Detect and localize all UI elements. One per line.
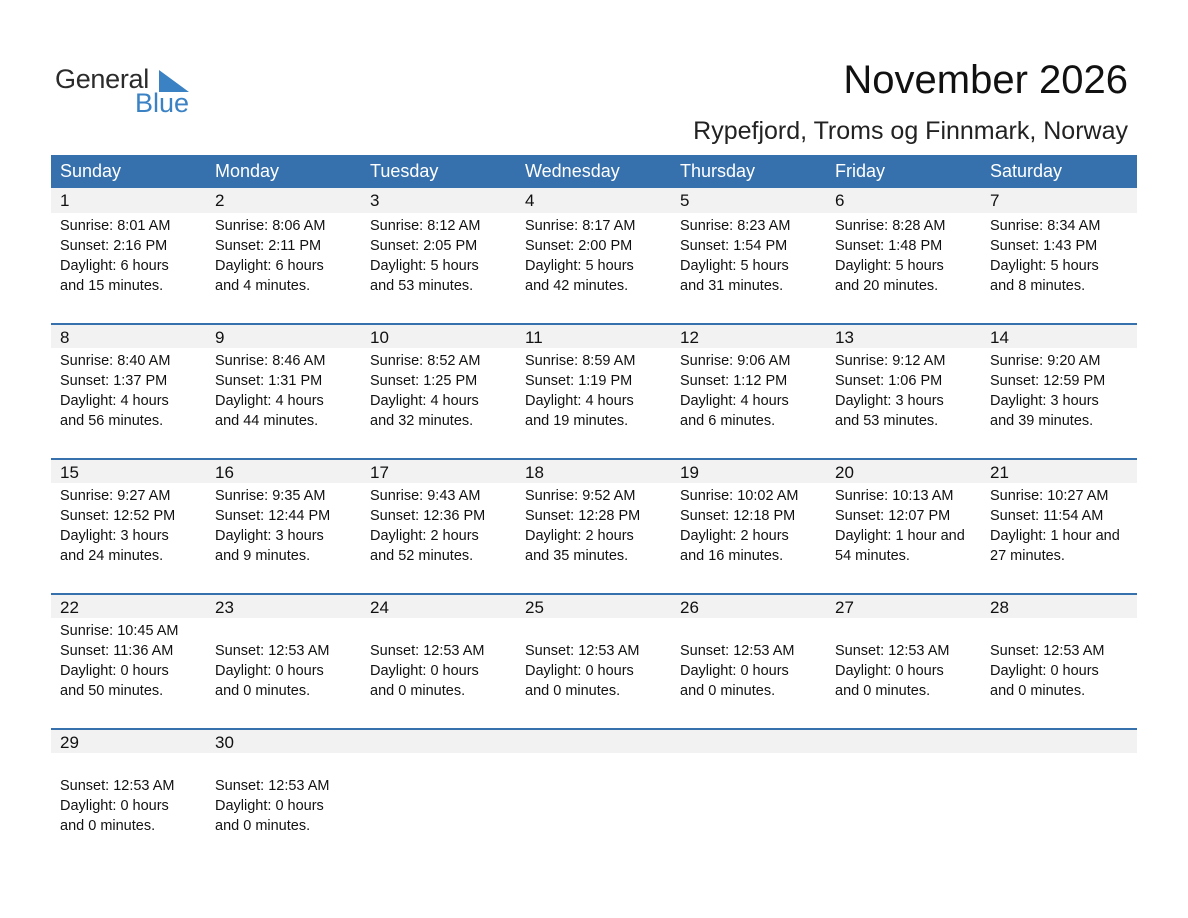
daylight-text: Daylight: 5 hours bbox=[525, 258, 634, 274]
date-number: 2 bbox=[215, 191, 225, 210]
date-number: 21 bbox=[990, 463, 1009, 482]
sunrise-text bbox=[990, 756, 1136, 776]
sunset-text: Sunset: 1:06 PM bbox=[835, 373, 943, 389]
day-cell bbox=[671, 618, 826, 701]
sunrise-text bbox=[60, 756, 206, 776]
daylight-text: Daylight: 0 hours bbox=[60, 798, 169, 814]
sunset-text: Sunset: 2:11 PM bbox=[215, 238, 322, 254]
calendar bbox=[51, 155, 1137, 863]
daylight-minutes-text: and 0 minutes. bbox=[680, 683, 776, 699]
daylight-text: Daylight: 3 hours bbox=[60, 528, 169, 544]
date-number: 13 bbox=[835, 328, 854, 347]
date-number: 29 bbox=[60, 733, 79, 752]
sunrise-text bbox=[680, 621, 826, 641]
daylight-minutes-text: 54 minutes. bbox=[835, 548, 910, 564]
sunrise-text: Sunrise: 9:35 AM bbox=[215, 488, 326, 504]
day-cell bbox=[206, 483, 361, 566]
daylight-text: Daylight: 0 hours bbox=[215, 798, 324, 814]
date-number: 7 bbox=[990, 191, 1000, 210]
sunset-text: Sunset: 12:53 AM bbox=[215, 643, 330, 659]
sunset-text: Sunset: 12:53 AM bbox=[680, 643, 795, 659]
date-number-band bbox=[51, 323, 1137, 348]
daylight-text: Daylight: 4 hours bbox=[680, 393, 789, 409]
sunrise-text bbox=[525, 621, 671, 641]
sunrise-text: Sunrise: 10:27 AM bbox=[990, 488, 1109, 504]
day-cell bbox=[206, 753, 361, 836]
daylight-minutes-text: and 0 minutes. bbox=[215, 818, 311, 834]
day-cell bbox=[361, 483, 516, 566]
daylight-text: Daylight: 0 hours bbox=[680, 663, 789, 679]
sunset-text: Sunset: 12:44 PM bbox=[215, 508, 331, 524]
day-cell bbox=[516, 348, 671, 431]
sunset-text bbox=[835, 776, 981, 796]
daylight-text bbox=[990, 796, 1136, 816]
date-number: 15 bbox=[60, 463, 79, 482]
daylight-text: Daylight: 3 hours bbox=[990, 393, 1099, 409]
daylight-text: Daylight: 0 hours bbox=[60, 663, 169, 679]
sunset-text: Sunset: 1:25 PM bbox=[370, 373, 478, 389]
date-number: 3 bbox=[370, 191, 380, 210]
calendar-week bbox=[51, 188, 1137, 323]
daylight-minutes-text: and 53 minutes. bbox=[835, 413, 939, 429]
day-info-row bbox=[51, 618, 1137, 701]
calendar-week bbox=[51, 458, 1137, 593]
daylight-text bbox=[835, 796, 981, 816]
daylight-text: Daylight: 1 hour and bbox=[835, 528, 965, 544]
weekday-monday: Monday bbox=[215, 161, 280, 181]
date-number-band bbox=[51, 593, 1137, 618]
weekday-thursday: Thursday bbox=[680, 161, 756, 181]
date-number: 19 bbox=[680, 463, 699, 482]
daylight-text: Daylight: 0 hours bbox=[990, 663, 1099, 679]
daylight-minutes-text: and 24 minutes. bbox=[60, 548, 164, 564]
daylight-minutes-text: and 0 minutes. bbox=[835, 683, 931, 699]
daylight-minutes-text bbox=[370, 816, 516, 836]
daylight-minutes-text: and 0 minutes. bbox=[370, 683, 466, 699]
daylight-minutes-text: and 8 minutes. bbox=[990, 278, 1086, 294]
daylight-minutes-text: and 0 minutes. bbox=[60, 818, 156, 834]
daylight-minutes-text: and 52 minutes. bbox=[370, 548, 474, 564]
sunrise-text bbox=[215, 621, 361, 641]
day-cell bbox=[981, 483, 1136, 566]
day-cell bbox=[206, 213, 361, 296]
sunset-text bbox=[680, 776, 826, 796]
sunrise-text: Sunrise: 8:40 AM bbox=[60, 353, 171, 369]
sunrise-text bbox=[215, 756, 361, 776]
sunset-text bbox=[990, 776, 1136, 796]
calendar-week bbox=[51, 728, 1137, 863]
sunrise-text: Sunrise: 9:52 AM bbox=[525, 488, 636, 504]
daylight-text: Daylight: 5 hours bbox=[370, 258, 479, 274]
date-number bbox=[361, 730, 516, 753]
weekday-sunday: Sunday bbox=[60, 161, 122, 181]
daylight-text: Daylight: 6 hours bbox=[60, 258, 169, 274]
daylight-minutes-text: and 53 minutes. bbox=[370, 278, 474, 294]
sunset-text: Sunset: 2:05 PM bbox=[370, 238, 478, 254]
sunrise-text: Sunrise: 8:06 AM bbox=[215, 218, 326, 234]
daylight-text: Daylight: 6 hours bbox=[215, 258, 324, 274]
date-number: 14 bbox=[990, 328, 1009, 347]
daylight-minutes-text: and 9 minutes. bbox=[215, 548, 311, 564]
weekday-wednesday: Wednesday bbox=[525, 161, 620, 181]
date-number: 27 bbox=[835, 598, 854, 617]
day-info-row bbox=[51, 483, 1137, 566]
logo-word-general: General bbox=[55, 64, 149, 94]
sunset-text: Sunset: 12:53 AM bbox=[60, 778, 175, 794]
date-number: 11 bbox=[525, 328, 543, 347]
daylight-text: Daylight: 5 hours bbox=[835, 258, 944, 274]
sunset-text: Sunset: 12:53 AM bbox=[990, 643, 1105, 659]
day-cell bbox=[206, 618, 361, 701]
date-number bbox=[981, 730, 1136, 753]
day-cell bbox=[516, 618, 671, 701]
sunrise-text: Sunrise: 8:17 AM bbox=[525, 218, 636, 234]
date-number: 28 bbox=[990, 598, 1009, 617]
sunset-text: Sunset: 1:12 PM bbox=[680, 373, 788, 389]
logo bbox=[55, 64, 205, 120]
sunrise-text: Sunrise: 9:27 AM bbox=[60, 488, 171, 504]
daylight-text bbox=[525, 796, 671, 816]
day-info-row bbox=[51, 348, 1137, 431]
sunset-text: Sunset: 12:53 AM bbox=[370, 643, 485, 659]
daylight-minutes-text: and 0 minutes. bbox=[525, 683, 621, 699]
day-cell bbox=[671, 213, 826, 296]
date-number: 30 bbox=[215, 733, 234, 752]
day-cell bbox=[51, 483, 206, 566]
daylight-text: Daylight: 4 hours bbox=[60, 393, 169, 409]
daylight-minutes-text: and 32 minutes. bbox=[370, 413, 474, 429]
daylight-minutes-text: and 20 minutes. bbox=[835, 278, 939, 294]
date-number: 25 bbox=[525, 598, 544, 617]
weekday-friday: Friday bbox=[835, 161, 886, 181]
logo-word-blue: Blue bbox=[135, 88, 190, 118]
sunrise-text bbox=[990, 621, 1136, 641]
daylight-text: Daylight: 4 hours bbox=[525, 393, 634, 409]
daylight-minutes-text: and 31 minutes. bbox=[680, 278, 784, 294]
sunset-text bbox=[525, 776, 671, 796]
date-number: 16 bbox=[215, 463, 234, 482]
day-cell bbox=[671, 348, 826, 431]
sunset-text: Sunset: 12:28 PM bbox=[525, 508, 641, 524]
calendar-week bbox=[51, 593, 1137, 728]
sunrise-text: Sunrise: 8:46 AM bbox=[215, 353, 326, 369]
day-cell bbox=[981, 753, 1136, 836]
sunset-text: Sunset: 12:52 PM bbox=[60, 508, 176, 524]
sunrise-text: Sunrise: 9:43 AM bbox=[370, 488, 481, 504]
sunset-text: Sunset: 12:18 PM bbox=[680, 508, 796, 524]
sunset-text: Sunset: 2:00 PM bbox=[525, 238, 633, 254]
sunset-text: Sunset: 12:53 AM bbox=[835, 643, 950, 659]
day-cell bbox=[51, 348, 206, 431]
day-cell bbox=[361, 618, 516, 701]
date-number: 20 bbox=[835, 463, 854, 482]
sunrise-text bbox=[835, 621, 981, 641]
daylight-text: Daylight: 1 hour and bbox=[990, 528, 1120, 544]
day-cell bbox=[826, 618, 981, 701]
daylight-text bbox=[680, 796, 826, 816]
day-cell bbox=[826, 213, 981, 296]
date-number: 4 bbox=[525, 191, 535, 210]
sunset-text: Sunset: 1:19 PM bbox=[525, 373, 633, 389]
date-number: 24 bbox=[370, 598, 389, 617]
daylight-minutes-text bbox=[525, 816, 671, 836]
date-number: 18 bbox=[525, 463, 544, 482]
day-cell bbox=[826, 483, 981, 566]
date-number-band bbox=[51, 188, 1137, 213]
sunset-text: Sunset: 11:36 AM bbox=[60, 643, 174, 659]
sunrise-text: Sunrise: 10:45 AM bbox=[60, 623, 179, 639]
daylight-text: Daylight: 4 hours bbox=[370, 393, 479, 409]
weekday-saturday: Saturday bbox=[990, 161, 1063, 181]
date-number: 22 bbox=[60, 598, 79, 617]
sunrise-text bbox=[370, 756, 516, 776]
daylight-minutes-text: and 19 minutes. bbox=[525, 413, 629, 429]
day-cell bbox=[981, 213, 1136, 296]
sunrise-text bbox=[525, 756, 671, 776]
day-cell bbox=[671, 753, 826, 836]
day-cell bbox=[826, 753, 981, 836]
daylight-minutes-text: and 44 minutes. bbox=[215, 413, 319, 429]
weekday-tuesday: Tuesday bbox=[370, 161, 439, 181]
day-cell bbox=[516, 483, 671, 566]
daylight-text: Daylight: 4 hours bbox=[215, 393, 324, 409]
daylight-text: Daylight: 2 hours bbox=[525, 528, 634, 544]
day-cell bbox=[51, 618, 206, 701]
date-number: 23 bbox=[215, 598, 234, 617]
sunset-text: Sunset: 12:53 AM bbox=[525, 643, 640, 659]
date-number-band bbox=[51, 728, 1137, 753]
daylight-minutes-text: and 6 minutes. bbox=[680, 413, 776, 429]
sunrise-text: Sunrise: 8:59 AM bbox=[525, 353, 636, 369]
calendar-week bbox=[51, 323, 1137, 458]
daylight-minutes-text: and 56 minutes. bbox=[60, 413, 164, 429]
sunset-text bbox=[370, 776, 516, 796]
daylight-text: Daylight: 5 hours bbox=[680, 258, 789, 274]
daylight-minutes-text: and 0 minutes. bbox=[990, 683, 1086, 699]
sunrise-text: Sunrise: 8:28 AM bbox=[835, 218, 946, 234]
location-subtitle: Rypefjord, Troms og Finnmark, Norway bbox=[693, 117, 1128, 145]
day-cell bbox=[361, 753, 516, 836]
day-info-row bbox=[51, 213, 1137, 296]
daylight-minutes-text: and 0 minutes. bbox=[215, 683, 311, 699]
sunrise-text bbox=[835, 756, 981, 776]
sunrise-text: Sunrise: 8:12 AM bbox=[370, 218, 481, 234]
sunset-text: Sunset: 12:53 AM bbox=[215, 778, 330, 794]
date-number: 17 bbox=[370, 463, 389, 482]
date-number-band bbox=[51, 458, 1137, 483]
sunset-text: Sunset: 1:43 PM bbox=[990, 238, 1098, 254]
day-cell bbox=[361, 348, 516, 431]
sunrise-text: Sunrise: 8:23 AM bbox=[680, 218, 791, 234]
sunset-text: Sunset: 12:07 PM bbox=[835, 508, 951, 524]
date-number: 12 bbox=[680, 328, 699, 347]
sunrise-text: Sunrise: 9:12 AM bbox=[835, 353, 946, 369]
sunrise-text: Sunrise: 10:13 AM bbox=[835, 488, 954, 504]
day-cell bbox=[516, 753, 671, 836]
date-number: 26 bbox=[680, 598, 699, 617]
sunset-text: Sunset: 12:59 PM bbox=[990, 373, 1106, 389]
daylight-minutes-text bbox=[835, 816, 981, 836]
sunset-text: Sunset: 1:31 PM bbox=[215, 373, 323, 389]
daylight-minutes-text: and 35 minutes. bbox=[525, 548, 629, 564]
sunset-text: Sunset: 11:54 AM bbox=[990, 508, 1104, 524]
day-cell bbox=[826, 348, 981, 431]
daylight-minutes-text: and 15 minutes. bbox=[60, 278, 164, 294]
date-number bbox=[826, 730, 981, 753]
sunrise-text: Sunrise: 9:20 AM bbox=[990, 353, 1101, 369]
daylight-text: Daylight: 0 hours bbox=[835, 663, 944, 679]
day-cell bbox=[206, 348, 361, 431]
daylight-minutes-text: 27 minutes. bbox=[990, 548, 1065, 564]
daylight-text: Daylight: 2 hours bbox=[370, 528, 479, 544]
date-number: 6 bbox=[835, 191, 845, 210]
daylight-text: Daylight: 0 hours bbox=[215, 663, 324, 679]
sunset-text: Sunset: 1:37 PM bbox=[60, 373, 168, 389]
daylight-text: Daylight: 5 hours bbox=[990, 258, 1099, 274]
sunrise-text bbox=[680, 756, 826, 776]
day-cell bbox=[671, 483, 826, 566]
sunrise-text: Sunrise: 10:02 AM bbox=[680, 488, 799, 504]
date-number: 10 bbox=[370, 328, 389, 347]
day-cell bbox=[981, 348, 1136, 431]
date-number bbox=[671, 730, 826, 753]
day-cell bbox=[516, 213, 671, 296]
day-cell bbox=[51, 213, 206, 296]
date-number bbox=[516, 730, 671, 753]
date-number: 1 bbox=[60, 191, 70, 210]
sunset-text: Sunset: 1:48 PM bbox=[835, 238, 943, 254]
weekday-header bbox=[51, 155, 1137, 188]
daylight-text: Daylight: 3 hours bbox=[835, 393, 944, 409]
sunrise-text: Sunrise: 8:52 AM bbox=[370, 353, 481, 369]
sunrise-text: Sunrise: 9:06 AM bbox=[680, 353, 791, 369]
sunrise-text bbox=[370, 621, 516, 641]
daylight-text: Daylight: 2 hours bbox=[680, 528, 789, 544]
daylight-minutes-text: and 16 minutes. bbox=[680, 548, 784, 564]
calendar-weeks bbox=[51, 188, 1137, 863]
daylight-text: Daylight: 0 hours bbox=[370, 663, 479, 679]
day-cell bbox=[51, 753, 206, 836]
sunset-text: Sunset: 12:36 PM bbox=[370, 508, 486, 524]
daylight-minutes-text: and 39 minutes. bbox=[990, 413, 1094, 429]
daylight-minutes-text bbox=[990, 816, 1136, 836]
day-info-row bbox=[51, 753, 1137, 836]
date-number: 8 bbox=[60, 328, 70, 347]
page-title: November 2026 bbox=[843, 58, 1128, 102]
date-number: 9 bbox=[215, 328, 225, 347]
sunset-text: Sunset: 2:16 PM bbox=[60, 238, 168, 254]
sunrise-text: Sunrise: 8:34 AM bbox=[990, 218, 1101, 234]
daylight-text: Daylight: 0 hours bbox=[525, 663, 634, 679]
daylight-minutes-text: and 4 minutes. bbox=[215, 278, 311, 294]
daylight-text bbox=[370, 796, 516, 816]
day-cell bbox=[361, 213, 516, 296]
daylight-text: Daylight: 3 hours bbox=[215, 528, 324, 544]
daylight-minutes-text: and 42 minutes. bbox=[525, 278, 629, 294]
sunset-text: Sunset: 1:54 PM bbox=[680, 238, 788, 254]
daylight-minutes-text bbox=[680, 816, 826, 836]
daylight-minutes-text: and 50 minutes. bbox=[60, 683, 164, 699]
day-cell bbox=[981, 618, 1136, 701]
date-number: 5 bbox=[680, 191, 690, 210]
sunrise-text: Sunrise: 8:01 AM bbox=[60, 218, 171, 234]
